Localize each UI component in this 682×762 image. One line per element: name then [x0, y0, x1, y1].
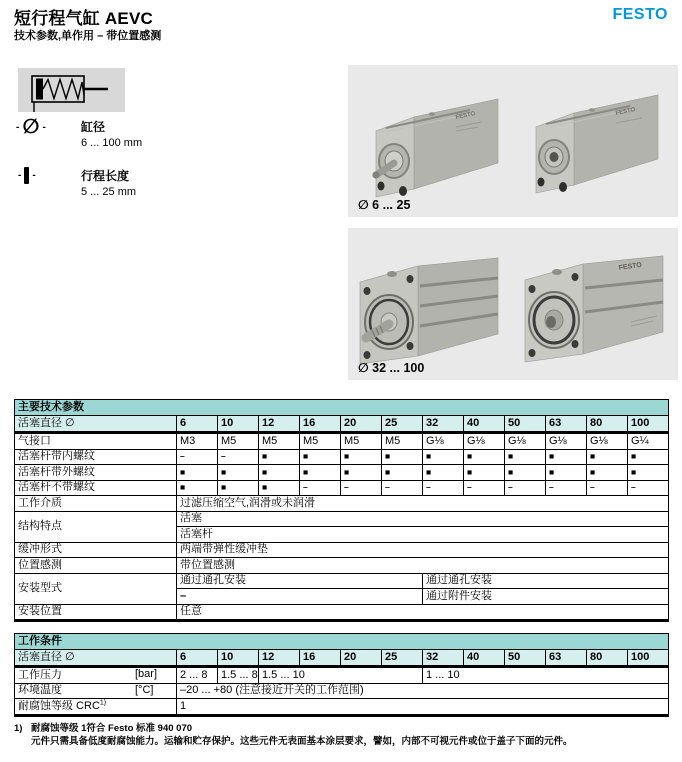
availability-cell: ■ [464, 465, 505, 481]
table-title: 主要技术参数 [15, 400, 669, 416]
param-value: G⅛ [505, 433, 546, 450]
diameter-header-row [15, 650, 669, 667]
position-sensing-row [15, 558, 669, 574]
unit-label: [°C] [135, 683, 154, 696]
param-value: G⅛ [587, 433, 628, 450]
availability-cell: – [382, 480, 423, 496]
page-title: 短行程气缸 AEVC [14, 9, 153, 28]
param-value: G⅛ [546, 433, 587, 450]
param-label: 活塞杆带外螺纹 [15, 465, 177, 481]
diameter-col-header: 40 [464, 416, 505, 433]
availability-cell: – [546, 480, 587, 496]
param-value: M5 [300, 433, 341, 450]
param-value: M5 [382, 433, 423, 450]
small-cylinders-image [348, 65, 678, 217]
availability-cell: ■ [300, 449, 341, 465]
diameter-col-header: 16 [300, 650, 341, 667]
availability-cell: ■ [177, 480, 218, 496]
param-value: 活塞 [177, 511, 669, 527]
rod-female-thread-row [15, 449, 669, 465]
diameter-col-header: 63 [546, 416, 587, 433]
photo-caption-small: ∅ 6 ... 25 [358, 198, 411, 212]
availability-cell: ■ [546, 449, 587, 465]
availability-cell: – [587, 480, 628, 496]
availability-cell: ■ [259, 465, 300, 481]
param-value: M5 [218, 433, 259, 450]
diameter-header-row [15, 416, 669, 433]
availability-cell: – [628, 480, 669, 496]
diameter-col-header: 25 [382, 416, 423, 433]
availability-cell: – [341, 480, 382, 496]
rod-plain-row [15, 480, 669, 496]
availability-cell: ■ [587, 465, 628, 481]
availability-cell: ■ [505, 465, 546, 481]
param-label: 气接口 [15, 433, 177, 450]
footnote [14, 722, 674, 748]
unit-label: [bar] [135, 668, 158, 680]
diameter-col-header: 12 [259, 416, 300, 433]
availability-cell: ■ [464, 449, 505, 465]
availability-cell: ■ [587, 449, 628, 465]
availability-cell: – [464, 480, 505, 496]
diameter-col-header: 100 [628, 416, 669, 433]
operating-medium-row [15, 496, 669, 512]
diameter-spec [16, 116, 143, 149]
param-value: 两端带弹性缓冲垫 [177, 542, 669, 558]
diameter-col-header: 100 [628, 650, 669, 667]
availability-cell: ■ [177, 465, 218, 481]
cylinder-schematic-pictogram [18, 68, 125, 112]
availability-cell: ■ [505, 449, 546, 465]
stroke-spec [16, 167, 137, 198]
param-value: 2 ... 8 [177, 667, 218, 684]
footnote-line1: 耐腐蚀等级 1符合 Festo 标准 940 070 [31, 723, 193, 734]
page-subtitle: 技术参数,单作用 – 带位置感测 [14, 30, 162, 42]
param-value: G¼ [628, 433, 669, 450]
availability-cell: – [423, 480, 464, 496]
param-label: 活塞直径 ∅ [15, 650, 177, 667]
param-value: M5 [259, 433, 300, 450]
diameter-col-header: 10 [218, 416, 259, 433]
ambient-temperature-row [15, 683, 669, 699]
param-label: 活塞杆带内螺纹 [15, 449, 177, 465]
availability-cell: – [218, 449, 259, 465]
operating-conditions-table [14, 633, 668, 717]
diameter-col-header: 16 [300, 416, 341, 433]
param-value: G⅛ [464, 433, 505, 450]
param-value: 1.5 ... 8 [218, 667, 259, 684]
footnote-ref: 1) [99, 699, 107, 707]
availability-cell: – [300, 480, 341, 496]
param-value: 带位置感测 [177, 558, 669, 574]
photo-caption-large: ∅ 32 ... 100 [358, 361, 425, 375]
param-value: G⅛ [423, 433, 464, 450]
param-value: M5 [341, 433, 382, 450]
diameter-col-header: 32 [423, 650, 464, 667]
single-acting-cylinder-icon [18, 68, 125, 112]
param-value: 通过附件安装 [423, 589, 669, 605]
availability-cell: ■ [628, 449, 669, 465]
availability-cell: ■ [341, 449, 382, 465]
param-label: 耐腐蚀等级 CRC$^{1)}$ [15, 699, 177, 716]
diameter-range: 6 ... 100 mm [81, 137, 143, 149]
param-value: –20 ... +80 (注意接近开关的工作范围) [177, 683, 669, 699]
diameter-col-header: 10 [218, 650, 259, 667]
availability-cell: – [177, 449, 218, 465]
diameter-col-header: 6 [177, 650, 218, 667]
table-title: 工作条件 [15, 634, 669, 650]
param-label: 结构特点 [15, 511, 177, 542]
availability-cell: ■ [218, 480, 259, 496]
availability-cell: ■ [628, 465, 669, 481]
param-value: 任意 [177, 604, 669, 621]
param-value: 1 [177, 699, 669, 716]
diameter-col-header: 25 [382, 650, 423, 667]
diameter-col-header: 40 [464, 650, 505, 667]
availability-cell: ■ [382, 465, 423, 481]
festo-mark-on-product: FESTO [618, 261, 643, 272]
diameter-col-header: 20 [341, 650, 382, 667]
availability-cell: ■ [259, 449, 300, 465]
param-value: 通过通孔安装 [177, 573, 423, 589]
product-photo-large-sizes [348, 228, 678, 380]
diameter-col-header: 50 [505, 416, 546, 433]
param-label: 活塞杆不带螺纹 [15, 480, 177, 496]
festo-logo: FESTO [612, 6, 668, 23]
rod-male-thread-row [15, 465, 669, 481]
availability-cell: ■ [300, 465, 341, 481]
param-label: 环境温度 [°C] [15, 683, 177, 699]
stroke-label: 行程长度 [81, 169, 130, 183]
diameter-col-header: 12 [259, 650, 300, 667]
param-value: 通过通孔安装 [423, 573, 669, 589]
festo-mark-on-product: FESTO [455, 110, 476, 121]
diameter-col-header: 80 [587, 650, 628, 667]
diameter-col-header: 32 [423, 416, 464, 433]
param-value: 1.5 ... 10 [259, 667, 423, 684]
design-row-1 [15, 511, 669, 527]
festo-mark-on-product: FESTO [615, 106, 636, 117]
param-label: 活塞直径 ∅ [15, 416, 177, 433]
diameter-col-header: 63 [546, 650, 587, 667]
param-label: 工作介质 [15, 496, 177, 512]
stroke-length-icon: - - [18, 167, 36, 184]
corrosion-class-row [15, 699, 669, 716]
param-label: 安装位置 [15, 604, 177, 621]
diameter-icon: - ∅ - [16, 116, 46, 138]
diameter-col-header: 80 [587, 416, 628, 433]
diameter-col-header: 6 [177, 416, 218, 433]
stroke-range: 5 ... 25 mm [81, 186, 137, 198]
availability-cell: ■ [423, 465, 464, 481]
diameter-label: 缸径 [81, 120, 106, 134]
param-value: M3 [177, 433, 218, 450]
param-value: 1 ... 10 [423, 667, 669, 684]
availability-cell: ■ [259, 480, 300, 496]
availability-cell: ■ [382, 449, 423, 465]
product-photo-small-sizes [348, 65, 678, 217]
availability-cell: ■ [423, 449, 464, 465]
footnote-marker: 1) [14, 723, 23, 734]
mounting-type-row-1 [15, 573, 669, 589]
diameter-col-header: 20 [341, 416, 382, 433]
availability-cell: ■ [546, 465, 587, 481]
operating-pressure-row [15, 667, 669, 684]
availability-cell: ■ [341, 465, 382, 481]
large-cylinders-image [348, 228, 678, 380]
param-label: 缓冲形式 [15, 542, 177, 558]
param-label: 位置感测 [15, 558, 177, 574]
main-technical-data-table [14, 399, 668, 622]
param-value: 活塞杆 [177, 527, 669, 543]
footnote-line2: 元件只需具备低度耐腐蚀能力。运输和贮存保护。这些元件无表面基本涂层要求，譬如，内部不可视元件或位于盖子下面的元件。 [31, 736, 573, 747]
pneumatic-port-row [15, 433, 669, 450]
param-label: 安装型式 [15, 573, 177, 604]
param-value: 过滤压缩空气,润滑或未润滑 [177, 496, 669, 512]
cushioning-row [15, 542, 669, 558]
availability-cell: – [505, 480, 546, 496]
diameter-col-header: 50 [505, 650, 546, 667]
param-value: – [177, 589, 423, 605]
param-label: 工作压力 [bar] [15, 667, 177, 684]
availability-cell: ■ [218, 465, 259, 481]
mounting-position-row [15, 604, 669, 621]
